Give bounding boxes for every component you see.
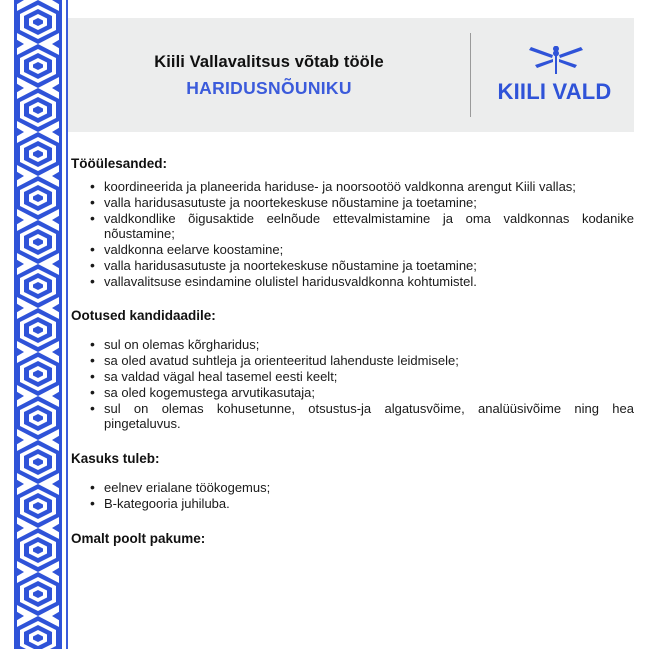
section-tasks: [68, 156, 640, 290]
section-title: Tööülesanded:: [71, 156, 168, 171]
list-item: • sul on olemas kohusetunne, otsustus-ja algatusvõime, analüüsivõime ning hea pingetaluvus.: [90, 401, 640, 431]
list-item: • valla haridusasutuste ja noortekeskuse nõustamine ja toetamine;: [90, 258, 640, 273]
logo: [471, 46, 634, 105]
page-title: Kiili Vallavalitsus võtab tööle: [154, 52, 384, 71]
header-band: [68, 18, 634, 132]
bullet-list: [68, 179, 640, 290]
list-item: • eelnev erialane töökogemus;: [90, 480, 640, 495]
ornamental-border-icon: [14, 0, 62, 649]
logo-text: KIILI VALD: [497, 78, 612, 104]
list-item: • koordineerida ja planeerida hariduse- ja noorsootöö valdkonna arengut Kiili vallas;: [90, 179, 640, 194]
list-item: • sa oled kogemustega arvutikasutaja;: [90, 385, 640, 400]
section-offer: [68, 531, 640, 546]
list-item: • valla haridusasutuste ja noortekeskuse nõustamine ja toetamine;: [90, 195, 640, 210]
bullet-list: [68, 480, 640, 511]
section-title: Omalt poolt pakume:: [71, 531, 206, 547]
list-item: • sa oled avatud suhtleja ja orienteeritud lahenduste leidmisele;: [90, 353, 640, 368]
section-title: Kasuks tuleb:: [71, 451, 160, 467]
content-body: [68, 156, 640, 554]
list-item: • valdkondlike õigusaktide eelnõude ettevalmistamine ja oma valdkonnas kodanike nõustamine;: [90, 211, 640, 241]
bullet-list: [68, 337, 640, 431]
list-item: • sul on olemas kõrgharidus;: [90, 337, 640, 352]
list-item: • vallavalitsuse esindamine olulistel haridusvaldkonna kohtumistel.: [90, 274, 640, 289]
header-title-block: [68, 51, 470, 99]
list-item: • sa valdad vägal heal tasemel eesti keelt;: [90, 369, 640, 384]
dragonfly-icon: [527, 46, 583, 76]
section-expectations: [68, 308, 640, 431]
list-item: • valdkonna eelarve koostamine;: [90, 242, 640, 257]
list-item: • B-kategooria juhiluba.: [90, 496, 640, 511]
section-title: Ootused kandidaadile:: [71, 307, 216, 323]
section-advantages: [68, 451, 640, 511]
job-title: HARIDUSNÕUNIKU: [186, 78, 352, 99]
